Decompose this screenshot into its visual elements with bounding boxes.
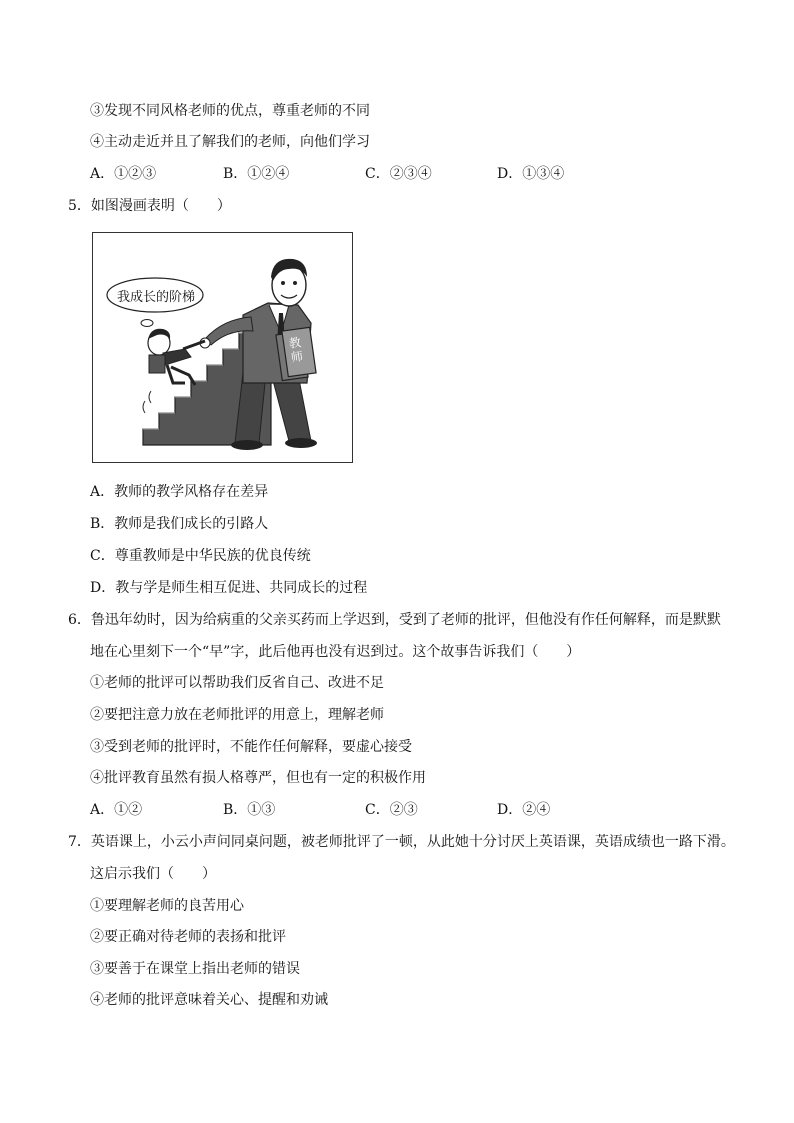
q7-item-4: ④老师的批评意味着关心、提醒和劝诫 bbox=[90, 992, 328, 1008]
q7-item-3: ③要善于在课堂上指出老师的错误 bbox=[90, 961, 300, 977]
q4-options bbox=[90, 164, 690, 184]
q5-option-c[interactable]: C．尊重教师是中华民族的优良传统 bbox=[90, 548, 311, 564]
cartoon-illustration bbox=[93, 233, 353, 463]
q7-stem-line1: 7．英语课上，小云小声问同桌问题，被老师批评了一顿，从此她十分讨厌上英语课，英语成绩也一路下滑。 bbox=[68, 834, 735, 850]
q7-item-1: ①要理解老师的良苦用心 bbox=[90, 898, 244, 914]
q7-stem-line2: 这启示我们（ ） bbox=[90, 866, 216, 882]
q4-option-d[interactable]: D．①③④ bbox=[497, 166, 565, 182]
q5-option-b[interactable]: B．教师是我们成长的引路人 bbox=[90, 516, 269, 532]
q6-item-4: ④批评教育虽然有损人格尊严，但也有一定的积极作用 bbox=[90, 770, 426, 786]
q4-option-b[interactable]: B．①②④ bbox=[223, 166, 290, 182]
q6-option-c[interactable]: C．②③ bbox=[365, 802, 418, 818]
q6-stem-line1: 6．鲁迅年幼时，因为给病重的父亲买药而上学迟到，受到了老师的批评，但他没有作任何解释，而是默默 bbox=[68, 612, 721, 628]
q5-option-a[interactable]: A．教师的教学风格存在差异 bbox=[90, 484, 269, 500]
cartoon-figure bbox=[92, 232, 353, 463]
q4-option-c[interactable]: C．②③④ bbox=[365, 166, 432, 182]
q5-option-d[interactable]: D．教与学是师生相互促进、共同成长的过程 bbox=[90, 580, 368, 596]
q6-option-a[interactable]: A．①② bbox=[90, 802, 143, 818]
q7-item-2: ②要正确对待老师的表扬和批评 bbox=[90, 929, 286, 945]
q4-item-4: ④主动走近并且了解我们的老师，向他们学习 bbox=[90, 134, 370, 150]
q6-option-d[interactable]: D．②④ bbox=[497, 802, 551, 818]
q6-item-1: ①老师的批评可以帮助我们反省自己、改进不足 bbox=[90, 675, 384, 691]
q6-item-3: ③受到老师的批评时，不能作任何解释，要虚心接受 bbox=[90, 739, 412, 755]
q6-option-b[interactable]: B．①③ bbox=[223, 802, 276, 818]
q6-stem-line2: 地在心里刻下一个“早”字，此后他再也没有迟到过。这个故事告诉我们（ ） bbox=[90, 644, 581, 660]
q6-options bbox=[90, 800, 690, 820]
q6-item-2: ②要把注意力放在老师批评的用意上，理解老师 bbox=[90, 707, 384, 723]
q4-option-a[interactable]: A．①②③ bbox=[90, 166, 157, 182]
q4-item-3: ③发现不同风格老师的优点，尊重老师的不同 bbox=[90, 103, 370, 119]
book-label: 教 师 bbox=[288, 335, 304, 365]
q5-stem: 5．如图漫画表明（ ） bbox=[68, 198, 231, 214]
bubble-text: 我成长的阶梯 bbox=[117, 290, 196, 305]
